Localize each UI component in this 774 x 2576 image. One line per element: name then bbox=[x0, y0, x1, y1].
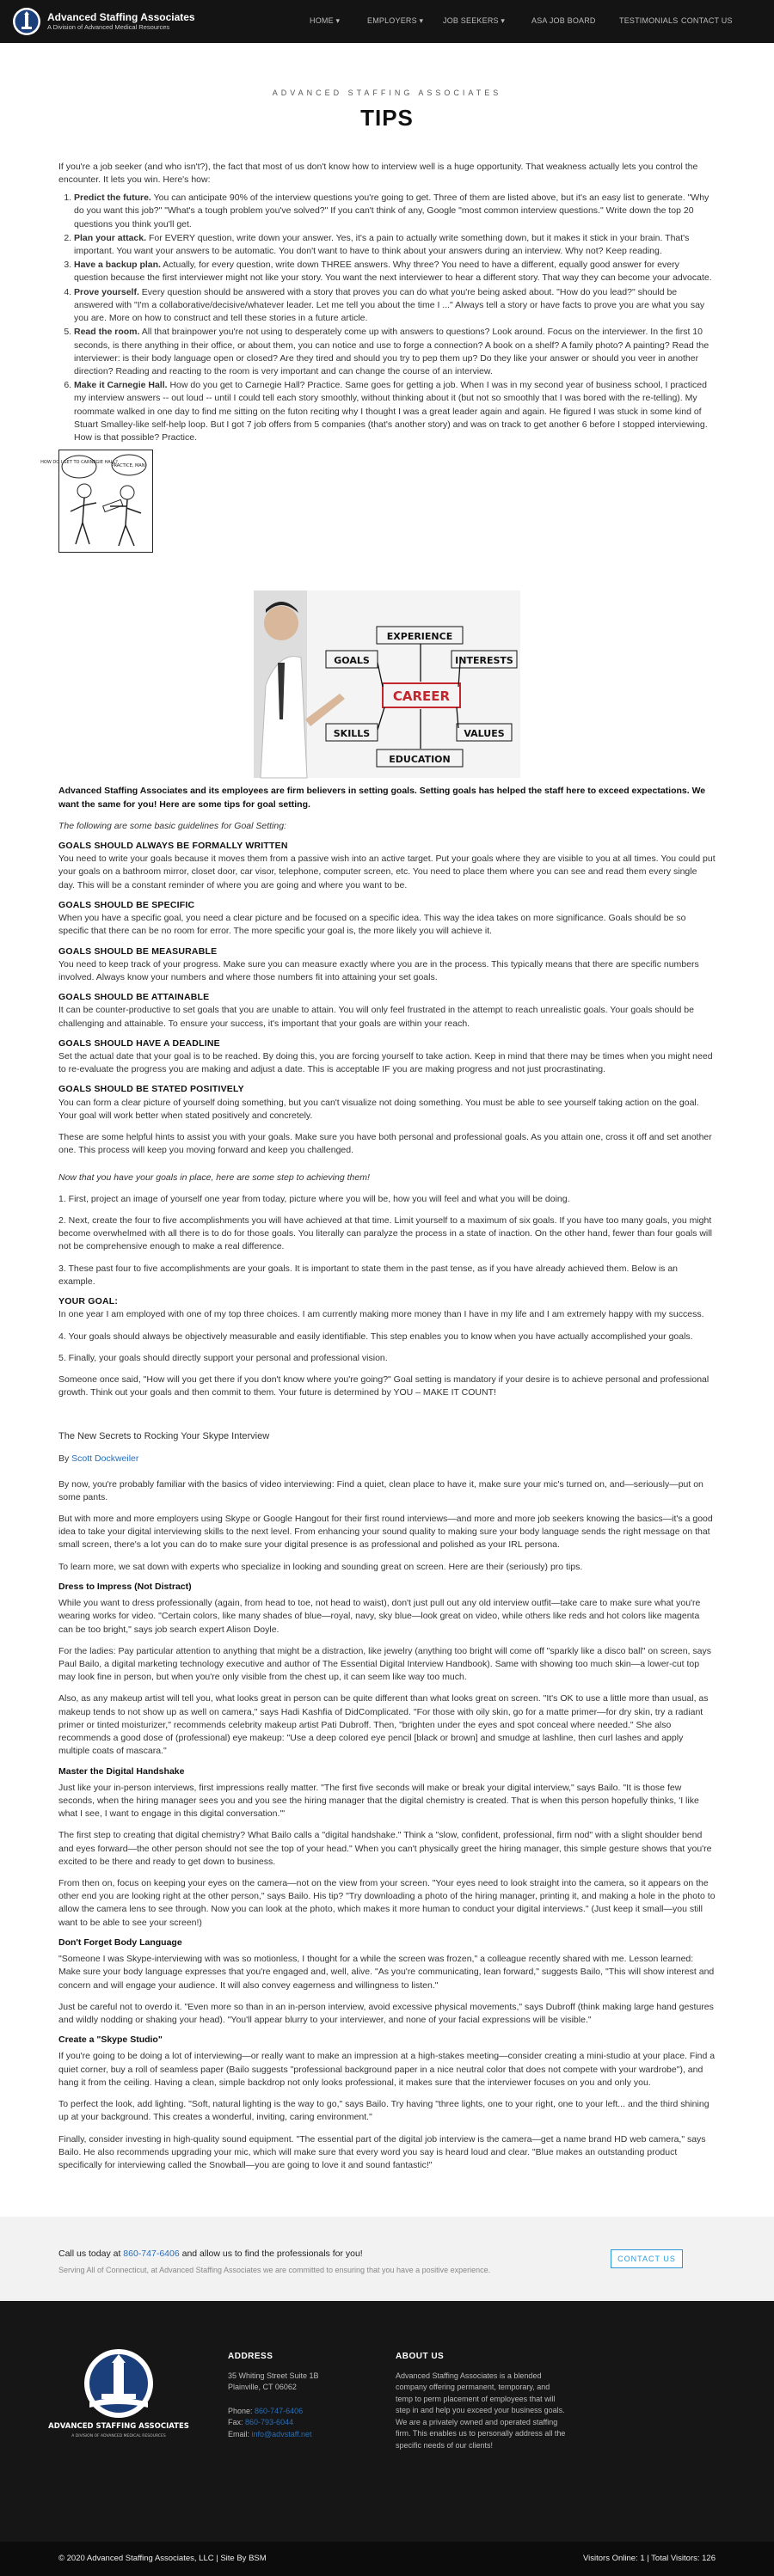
address-heading: ADDRESS bbox=[228, 2352, 273, 2362]
tip-text: For EVERY question, write down your answer. Yes, it's a pain to actually write something down, but it makes it stick in your brain. That's important. You want your answers to be automatic. You don't want to have to think about your answers during an interview. Why not? Keep reading. bbox=[74, 232, 690, 257]
steps-intro: Now that you have your goals in place, here are some step to achieving them! bbox=[58, 1172, 370, 1183]
footer-address-column bbox=[228, 2351, 357, 2440]
article-paragraph: To learn more, we sat down with experts who specialize in looking and sounding great on screen. Here are their (seriously) pro tips. bbox=[58, 1561, 583, 1572]
tip-text: How do you get to Carnegie Hall? Practice. Same goes for getting a job. When I was in my second year of business school, I practiced my interview answers -- out loud -- until I could tell each story smoothly, without thinking about it (but not so smoothly that I was bored with the re-telling). My roommate walked in one day to find me sitting on the futon reciting why I thought I was a great leader again and again. He figured I was stuck in some kind of Stuart Smalley-like self-help loop. But I got 7 job offers from 5 companies (that's another story) and was on track to get another 6 before I stopped interviewing. How is that possible? Practice. bbox=[74, 380, 708, 444]
address-line-1: 35 Whiting Street Suite 1B bbox=[228, 2371, 319, 2380]
career-word-experience: EXPERIENCE bbox=[386, 631, 453, 643]
guideline-text: Set the actual date that your goal is to be reached. By doing this, you are forcing yourself to take action. Keep in mind that there may be times when you might need to re-evaluate the progress you are making and adjust a date. This is acceptable IF you are making progress and not just procrastinating. bbox=[58, 1051, 713, 1075]
site-footer bbox=[0, 2301, 774, 2542]
nav-home[interactable]: HOME ▾ bbox=[310, 16, 341, 26]
site-header bbox=[0, 0, 774, 43]
footer-email bbox=[228, 2429, 357, 2441]
guideline-heading: GOALS SHOULD ALWAYS BE FORMALLY WRITTEN bbox=[58, 840, 288, 851]
byline-prefix: By bbox=[58, 1453, 72, 1465]
step-4: 4. Your goals should always be objectively measurable and easily identifiable. This step enables you to know when you have actually accomplished your goals. bbox=[58, 1331, 693, 1342]
footer-about-column bbox=[396, 2351, 568, 2451]
guideline-heading: GOALS SHOULD BE ATTAINABLE bbox=[58, 992, 210, 1003]
article-paragraph: Also, as any makeup artist will tell you, what looks great in person can be quite different than what looks great on screen. "It's OK to use a little more than usual, as makeup tends to not show up as well on camera," says Hadi Kashfia of DidComplicated. "For those with oily skin, go for a matte primer—for dry skin, try a radiant primer or tinted moisturizer," recommends celebrity makeup artist Pati Dubroff. Then, "brighten under the eyes and spot conceal where needed." She also recommends a good dose of (professional) eye makeup: "Use a deep colored eye pencil [black or brown] and smudge at lashline, then curl lashes and apply multiple coats of mascara." bbox=[58, 1693, 709, 1757]
main-nav bbox=[292, 0, 774, 43]
cta-suffix: and allow us to find the professionals for you! bbox=[179, 2249, 363, 2260]
career-word-skills: SKILLS bbox=[333, 728, 371, 740]
guidelines-intro: The following are some basic guidelines for Goal Setting: bbox=[58, 820, 286, 831]
lighthouse-icon bbox=[12, 7, 41, 36]
phone-label: Phone: bbox=[228, 2406, 253, 2415]
career-diagram-image bbox=[254, 590, 520, 778]
main-content bbox=[0, 88, 774, 2172]
career-word-interests: INTERESTS bbox=[455, 655, 513, 667]
contact-us-button[interactable]: CONTACT US bbox=[611, 2249, 683, 2268]
nav-testimonials[interactable]: TESTIMONIALS bbox=[619, 16, 679, 26]
tip-head: Make it Carnegie Hall. bbox=[74, 380, 168, 391]
tip-head: Have a backup plan. bbox=[74, 260, 161, 271]
visitor-counter: Visitors Online: 1 | Total Visitors: 126 bbox=[582, 2554, 716, 2564]
site-logo[interactable] bbox=[12, 7, 195, 36]
nav-contact[interactable]: CONTACT US bbox=[681, 16, 733, 26]
logo-subtitle: A Division of Advanced Medical Resources bbox=[47, 23, 170, 32]
footer-email-link[interactable]: info@advstaff.net bbox=[251, 2429, 312, 2438]
tip-item bbox=[74, 259, 716, 285]
cartoon-bubble-2: PRACTICE, MAN! bbox=[111, 463, 147, 469]
about-heading: ABOUT US bbox=[396, 2352, 445, 2362]
guideline-text: You need to keep track of your progress. Make sure you can measure exactly where you are in the process. This typically means that there are specific numbers involved. Always know your numbers and where those numbers fit into attaining your set goals. bbox=[58, 958, 699, 982]
copyright: © 2020 Advanced Staffing Associates, LLC | Site By BSM bbox=[58, 2554, 267, 2564]
your-goal-heading: YOUR GOAL: bbox=[58, 1296, 119, 1307]
footer-logo-name: ADVANCED STAFFING ASSOCIATES bbox=[48, 2422, 189, 2432]
tip-item bbox=[74, 232, 716, 258]
article-paragraph: To perfect the look, add lighting. "Soft, natural lighting is the way to go," says Bailo. Try having "three lights, one to your right, one to your left... and the third shining up at your background. This creates a wonderful, inviting, caring environment." bbox=[58, 2099, 710, 2123]
helpful-hints: These are some helpful hints to assist you with your goals. Make sure you have both personal and professional goals. As you attain one, cross it off and set another one. This process will keep you moving forward and keep you challenged. bbox=[58, 1132, 712, 1156]
closing-paragraph: Someone once said, "How will you get there if you don't know where you're going?" Goal setting is mandatory if your desire is to achieve personal and professional growth. Think out your goals and then commit to them. Your future is determined by YOU – MAKE IT COUNT! bbox=[58, 1374, 710, 1398]
career-center-word: CAREER bbox=[392, 688, 451, 705]
step-5: 5. Finally, your goals should directly support your personal and professional vision. bbox=[58, 1352, 388, 1363]
guideline-text: It can be counter-productive to set goals that you are unable to attain. You will only feel frustrated in the attempt to reach unrealistic goals. Your goals should be challenging and attainable. To ensure your success, it's important that your goals are within your reach. bbox=[58, 1005, 694, 1029]
article-paragraph: For the ladies: Pay particular attention to anything that might be a distraction, like jewelry (anything too bright will come off "sparkly like a disco ball" on screen, says Paul Bailo, a digital marketing technology executive and author of The Essential Digital Interview Handbook). Same with showing too much skin—a lower-cut top may look fine in person, but when you're only visible from the chest up, it can seem like way too much. bbox=[58, 1645, 711, 1683]
call-to-action-band bbox=[0, 2217, 774, 2301]
article-paragraph: From then on, focus on keeping your eyes on the camera—not on the view from your screen. "Your eyes need to look straight into the camera, so it appears on the other end you are looking right at the other person," says Bailo. His tip? "Try downloading a photo of the hiring manager, printing it, and making a hole in the photo to allow the camera lens to see through. Now you can look at the photo, which makes it more human to conduct your digital interviews." (Just keep it small—you still want to be able to see your screen!) bbox=[58, 1878, 716, 1928]
article-paragraph: But with more and more employers using Skype or Google Hangout for their first round interviews—and more and more job seekers knowing the basics—it's a good idea to take your digital interviewing skills to the next level. From enhancing your sound quality to making sure your body language sends the right message on that small screen, there's a lot you can do to make sure your digital presence is as professional and polished as your IRL persona. bbox=[58, 1514, 713, 1551]
section-heading: Master the Digital Handshake bbox=[58, 1765, 185, 1777]
article-paragraph: By now, you're probably familiar with the basics of video interviewing: Find a quiet, clean place to have it, make sure your mic's turned on, and—seriously—put on some pants. bbox=[58, 1478, 703, 1502]
your-goal-text: In one year I am employed with one of my top three choices. I am currently making more money than I have in my life and I am extremely happy with my success. bbox=[58, 1309, 704, 1320]
tip-item bbox=[74, 326, 716, 378]
tip-text: Every question should be answered with a story that proves you can do what you're being asked about. "How do you lead?" should be answered with "I'm a collaborative/decisive/whatever leader. Let me tell you about the time I ..." Always tell a story or have facts to prove you are what you say you are. More on how to construct and tell these stories in a future article. bbox=[74, 286, 705, 324]
career-word-education: EDUCATION bbox=[389, 754, 451, 766]
author-link[interactable]: Scott Dockweiler bbox=[71, 1453, 139, 1465]
intro-paragraph: If you're a job seeker (and who isn't?), the fact that most of us don't know how to interview well is a huge opportunity. That weakness actually lets you control the encounter. It lets you win. Here's how: bbox=[58, 161, 698, 185]
footer-fax-link[interactable]: 860-793-6044 bbox=[245, 2418, 294, 2427]
nav-job-board[interactable]: ASA JOB BOARD bbox=[531, 16, 596, 26]
about-text: Advanced Staffing Associates is a blended company offering permanent, temporary, and temp to perm placement of employees that will step in and help you exceed your business goals. We are a privately owned and operated staffing firm. This enables us to personally address all the specific needs of our clients! bbox=[396, 2371, 566, 2450]
article-paragraph: While you want to dress professionally (again, from head to toe, not head to waist), don't just pull out any old interview outfit—take care to make sure what you're wearing works for video. "Certain colors, like many shades of blue—royal, navy, sky blue—look great on video, while others like reds and hot colors like magenta can be too bright," says job search expert Alison Doyle. bbox=[58, 1598, 701, 1635]
tip-item bbox=[74, 286, 716, 326]
tip-head: Predict the future. bbox=[74, 193, 151, 204]
nav-employers[interactable]: EMPLOYERS ▾ bbox=[367, 16, 424, 26]
email-label: Email: bbox=[228, 2429, 250, 2438]
article-paragraph: Just like your in-person interviews, first impressions really matter. "The first five seconds will make or break your digital interview," says Bailo. "It is those few seconds, when the hiring manager sees you and you see the hiring manager that the digital chemistry is created. That is when this person hopefully thinks, 'I like what I see, I want to engage in this digital conversation.'" bbox=[58, 1782, 699, 1820]
goals-intro: Advanced Staffing Associates and its employees are firm believers in setting goals. Setting goals has helped the staff here to exceed expectations. We want the same for you! Here are some tips for goal setting. bbox=[58, 786, 706, 810]
article-paragraph: Just be careful not to overdo it. "Even more so than in an in-person interview, avoid excessive physical movements," says Dubroff (think making large hand gestures and wildly nodding or shaking your head). "You'll appear blurry to your interviewer, and none of your facial expressions will be visible." bbox=[58, 2001, 714, 2026]
page-title: TIPS bbox=[360, 105, 414, 132]
footer-phone-link[interactable]: 860-747-6406 bbox=[255, 2406, 304, 2415]
nav-job-seekers[interactable]: JOB SEEKERS ▾ bbox=[443, 16, 506, 26]
guideline-heading: GOALS SHOULD BE MEASURABLE bbox=[58, 945, 218, 957]
guideline-text: You can form a clear picture of yourself doing something, but you can't visualize not doing something. You must be able to see yourself taking action on the goal. Your goal will work better when stated positively and concretely. bbox=[58, 1097, 699, 1121]
footer-logo[interactable] bbox=[48, 2347, 189, 2442]
section-heading: Don't Forget Body Language bbox=[58, 1937, 182, 1948]
cartoon-bubble-1: HOW DO I GET TO CARNEGIE HALL? bbox=[40, 460, 118, 466]
footer-logo-sub: A DIVISION OF ADVANCED MEDICAL RESOURCES bbox=[71, 2434, 166, 2439]
cta-subtext: Serving All of Connecticut, at Advanced Staffing Associates we are committed to ensuring that you have a positive experience. bbox=[58, 2266, 491, 2275]
tip-text: All that brainpower you're not using to desperately come up with answers to questions? Look around. Focus on the interviewer. In the first 10 seconds, is there anything in their office, or about them, you can notice and use to forge a connection? A book on a shelf? A family photo? A painting? Read the interviewer: is their body language open or closed? Are they tired and should you try to pep them up? Do they like your answer or should you veer in another direction? Reading and reacting to the room is very important and can change the course of an interview. bbox=[74, 327, 710, 377]
tip-text: Actually, for every question, write down THREE answers. Why three? You need to have a different, equally good answer for every question because the first interviewer might not like your story. You want the next interviewer to hear a different story. That way they can become your advocate. bbox=[74, 260, 712, 284]
article-paragraph: "Someone I was Skype-interviewing with was so motionless, I thought for a while the screen was frozen," a colleague recently shared with me. Lesson learned: Make sure your body language expresses that you're engaged and, well, alive. "As you're communicating, lean forward," suggests Bailo, "This will show interest and concern and will engage your audience. It will also convey eagerness and willingness to listen." bbox=[58, 1954, 715, 1991]
guideline-heading: GOALS SHOULD BE STATED POSITIVELY bbox=[58, 1084, 244, 1095]
logo-name: Advanced Staffing Associates bbox=[47, 10, 195, 23]
tip-text: You can anticipate 90% of the interview questions you're going to get. Three of them are listed above, but it's an easy list to generate. "Why do you want this job?" "What's a tough problem you've solved?" If you can't think of any, Google "most common interview questions." Write down the top 20 questions you think you'll get. bbox=[74, 193, 710, 229]
career-word-values: VALUES bbox=[464, 728, 505, 740]
article-paragraph: The first step to creating that digital chemistry? What Bailo calls a "digital handshake." Think a "slow, confident, professional, firm nod" with a slight shoulder bend and eyes forward—the other person should not see the top of your head." When you can't physically greet the hiring manager, this simple gesture shows that you're excited to be there and ready to get down to business. bbox=[58, 1830, 712, 1867]
carnegie-hall-cartoon bbox=[40, 450, 153, 553]
guideline-heading: GOALS SHOULD BE SPECIFIC bbox=[58, 899, 195, 910]
guideline-heading: GOALS SHOULD HAVE A DEADLINE bbox=[58, 1037, 220, 1049]
article-title: The New Secrets to Rocking Your Skype Interview bbox=[58, 1431, 270, 1442]
guideline-text: You need to write your goals because it moves them from a passive wish into an active target. Put your goals where they are visible to you at all times. You could put your goals on a bathroom mirror, closet door, car visor, telephone, computer screen, etc. You need to place them where you can see and read them every single day. This will be a constant reminder of where you are going and where you want to be. bbox=[58, 854, 716, 890]
cta-phone-link[interactable]: 860-747-6406 bbox=[123, 2249, 180, 2260]
address-line-2: Plainville, CT 06062 bbox=[228, 2383, 297, 2392]
bottom-bar bbox=[0, 2542, 774, 2576]
footer-phone bbox=[228, 2406, 357, 2418]
cta-prefix: Call us today at bbox=[58, 2249, 124, 2260]
tip-item bbox=[74, 192, 716, 231]
page-eyebrow: ADVANCED STAFFING ASSOCIATES bbox=[272, 89, 502, 97]
step-3: 3. These past four to five accomplishments are your goals. It is important to state them in the past tense, as if you have already achieved them. Below is an example. bbox=[58, 1263, 679, 1287]
byline bbox=[58, 1453, 716, 1465]
career-word-goals: GOALS bbox=[334, 655, 370, 667]
article-paragraph: If you're going to be doing a lot of interviewing—or really want to make an impression at a high-stakes meeting—consider creating a mini-studio at your place. Find a quiet corner, buy a roll of seamless paper (Bailo suggests "professional background paper in a nice neutral color that does not compete with your wardrobe"), and hang it from the ceiling. Having a clean, simple backdrop not only looks professional, it makes sure that the interviewer focuses on you and only you. bbox=[58, 2051, 716, 2088]
footer-fax bbox=[228, 2417, 357, 2429]
fax-label: Fax: bbox=[228, 2418, 243, 2427]
tip-item bbox=[74, 379, 716, 444]
tip-head: Prove yourself. bbox=[74, 286, 139, 297]
tip-head: Plan your attack. bbox=[74, 232, 147, 243]
section-heading: Create a "Skype Studio" bbox=[58, 2034, 163, 2046]
tips-list bbox=[74, 192, 716, 444]
guideline-text: When you have a specific goal, you need a clear picture and be focused on a specific idea. This way the idea takes on more significance. Goals should be so specific that there can be no room for error. The more specific your goal is, the more likely you will achieve it. bbox=[58, 913, 686, 937]
step-2: 2. Next, create the four to five accomplishments you will have achieved at that time. Limit yourself to a maximum of six goals. If you have too many goals, you might become overwhelmed with all there is to do for those goals. You literally can paralyze the process in a state of inaction. On the other hand, fewer than four goals will not be comprehensive enough to make a real difference. bbox=[58, 1215, 712, 1252]
article-paragraph: Finally, consider investing in high-quality sound equipment. "The essential part of the digital job interview is the camera—get a name brand HD web camera," says Bailo. He also recommends upgrading your mic, which will make sure that every word you say is heard loud and clear. "Blue makes an outstanding product specifically for interviewing called the Snowball—you are going to love it and sound fantastic!" bbox=[58, 2133, 706, 2170]
tip-head: Read the room. bbox=[74, 327, 140, 338]
section-heading: Dress to Impress (Not Distract) bbox=[58, 1581, 192, 1592]
step-1: 1. First, project an image of yourself one year from today, picture where you will be, how you will feel and what you will be doing. bbox=[58, 1193, 570, 1204]
